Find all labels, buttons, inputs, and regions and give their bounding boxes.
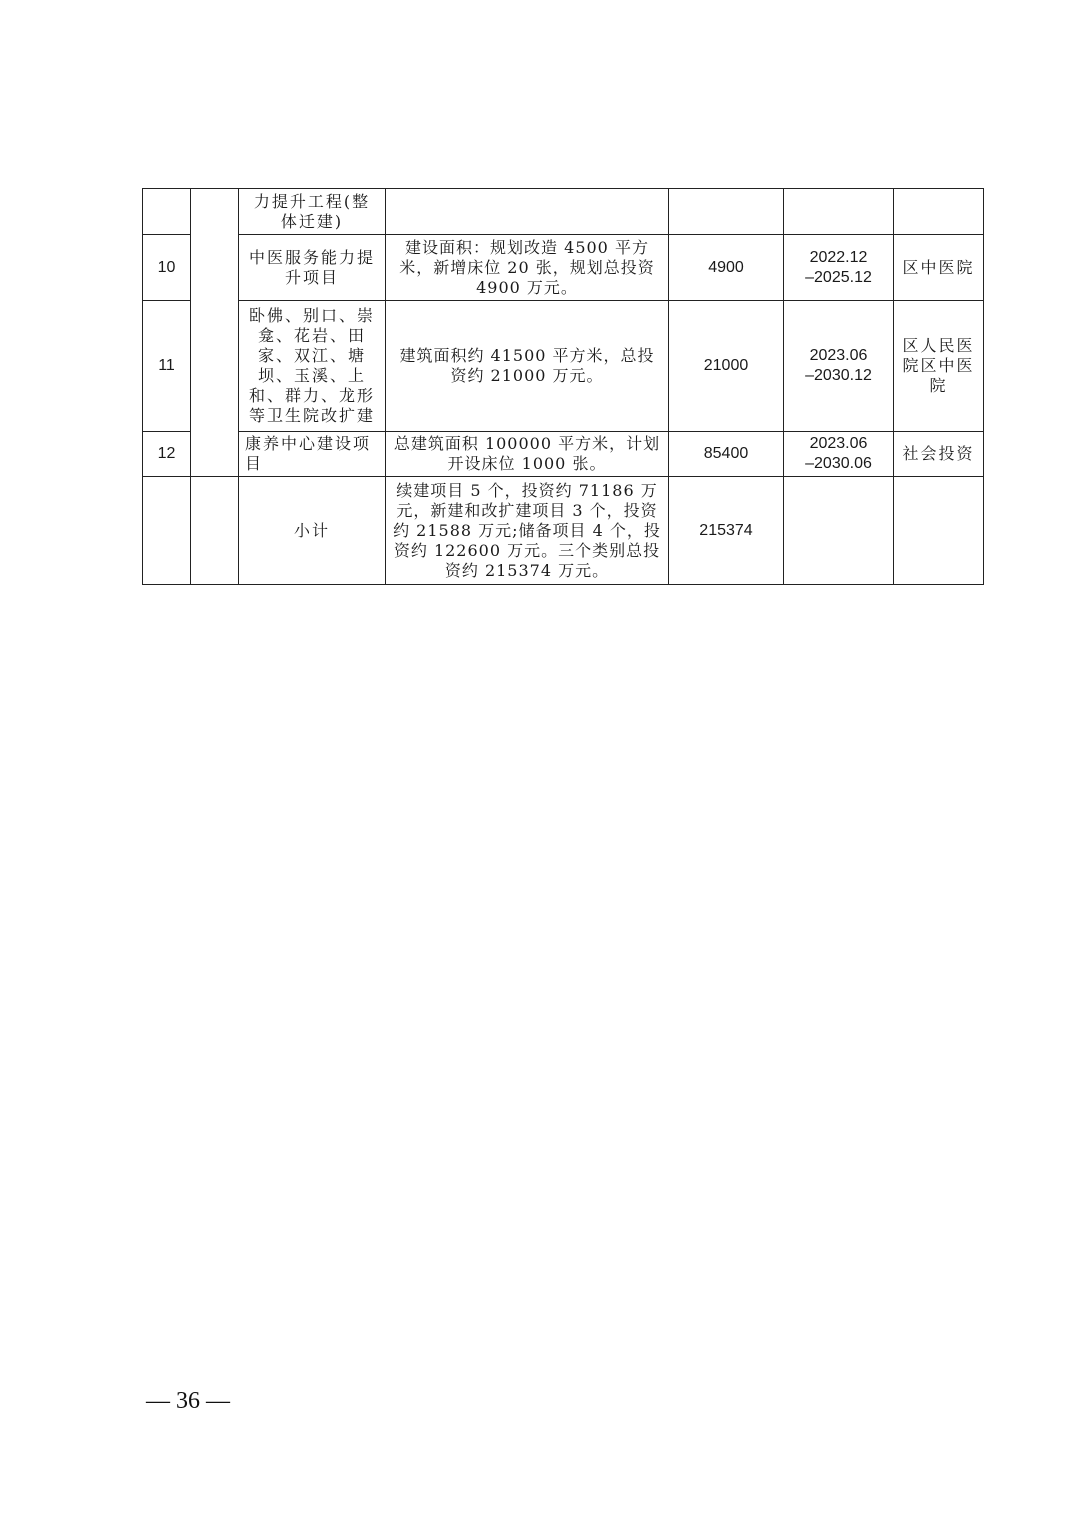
category-cell	[191, 189, 239, 477]
responsible-unit	[894, 189, 984, 235]
project-name: 中医服务能力提升项目	[239, 235, 386, 301]
project-name: 卧佛、别口、崇龛、花岩、田家、双江、塘坝、玉溪、上和、群力、龙形等卫生院改扩建	[239, 301, 386, 432]
subtotal-row	[143, 477, 984, 585]
table-row	[143, 189, 984, 235]
subtotal-content: 续建项目 5 个，投资约 71186 万元，新建和改扩建项目 3 个，投资约 21588 万元;储备项目 4 个，投资约 122600 万元。三个类别总投资约 215374 万元。	[386, 477, 669, 585]
investment-amount	[669, 189, 784, 235]
row-number	[143, 189, 191, 235]
row-number: 11	[143, 301, 191, 432]
project-name: 力提升工程(整体迁建)	[239, 189, 386, 235]
table-row	[143, 301, 984, 432]
subtotal-amount: 215374	[669, 477, 784, 585]
project-content	[386, 189, 669, 235]
project-content: 总建筑面积 100000 平方米，计划开设床位 1000 张。	[386, 432, 669, 477]
row-number: 10	[143, 235, 191, 301]
investment-amount: 4900	[669, 235, 784, 301]
construction-period: 2022.12 –2025.12	[784, 235, 894, 301]
responsible-unit: 区人民医院区中医院	[894, 301, 984, 432]
subtotal-category-cell	[191, 477, 239, 585]
investment-amount: 85400	[669, 432, 784, 477]
subtotal-period-cell	[784, 477, 894, 585]
page-number: — 36 —	[146, 1388, 230, 1414]
project-table	[142, 188, 984, 585]
row-number: 12	[143, 432, 191, 477]
construction-period	[784, 189, 894, 235]
construction-period: 2023.06 –2030.12	[784, 301, 894, 432]
table-row	[143, 235, 984, 301]
subtotal-number-cell	[143, 477, 191, 585]
project-content: 建筑面积约 41500 平方米，总投资约 21000 万元。	[386, 301, 669, 432]
table-row	[143, 432, 984, 477]
project-name: 康养中心建设项目	[239, 432, 386, 477]
construction-period: 2023.06 –2030.06	[784, 432, 894, 477]
subtotal-label: 小计	[239, 477, 386, 585]
investment-amount: 21000	[669, 301, 784, 432]
project-content: 建设面积：规划改造 4500 平方米，新增床位 20 张，规划总投资 4900 万元。	[386, 235, 669, 301]
responsible-unit: 社会投资	[894, 432, 984, 477]
subtotal-unit-cell	[894, 477, 984, 585]
responsible-unit: 区中医院	[894, 235, 984, 301]
